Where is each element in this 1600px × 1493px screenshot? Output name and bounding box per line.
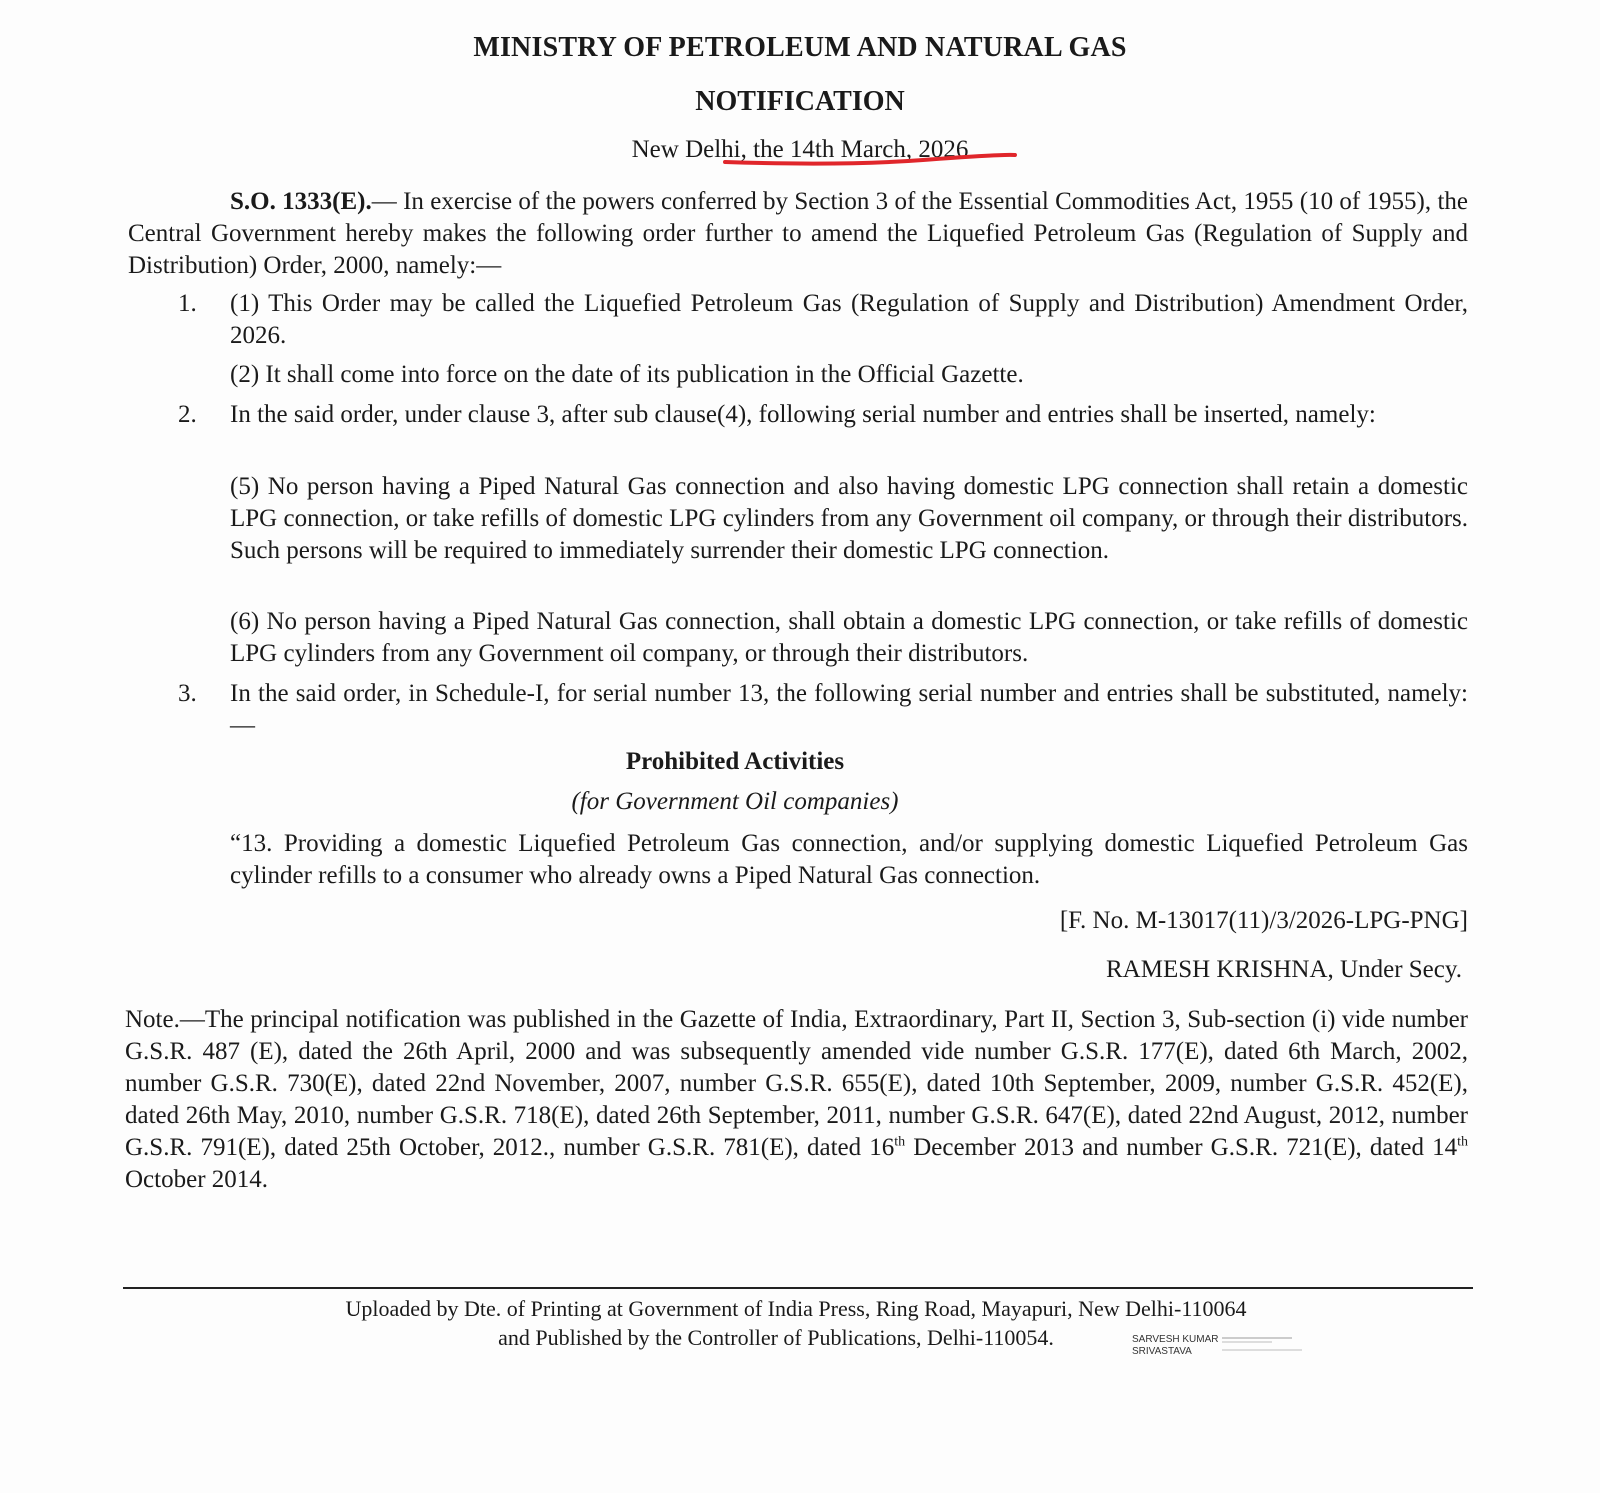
clause-2-text: In the said order, under clause 3, after sub clause(4), following serial number and entries shall be inserted, namely: xyxy=(230,401,1376,428)
footer-line-2: and Published by the Controller of Publications, Delhi-110054. xyxy=(498,1325,1054,1350)
signer-name: SARVESH KUMAR xyxy=(1132,1334,1219,1345)
preamble xyxy=(128,186,1468,282)
preamble-text: — In exercise of the powers conferred by Section 3 of the Essential Commodities Act, 1955 (10 of 1955), the Central Government hereby makes the following order further to amend the Liquefied Petroleum Gas (Regulation of Supply and Distribution) Order, 2000, namely:— xyxy=(128,188,1468,279)
prohibited-activities-heading: Prohibited Activities xyxy=(625,748,845,775)
superscript: th xyxy=(894,1134,906,1150)
clause-1-sub-1: (1) This Order may be called the Liquefied Petroleum Gas (Regulation of Supply and Distribution) Amendment Order, 2026. xyxy=(230,290,1468,349)
note-text: December 2013 and number G.S.R. 721(E), dated 14 xyxy=(905,1134,1458,1161)
note-text: October 2014. xyxy=(125,1166,269,1193)
prohibited-activities-subheading: (for Government Oil companies) xyxy=(571,788,899,815)
note xyxy=(125,1004,1468,1196)
notification-title: NOTIFICATION xyxy=(695,86,905,117)
clause-3-text: In the said order, in Schedule-I, for serial number 13, the following serial number and entries shall be substituted, namely:— xyxy=(230,680,1468,739)
digital-signature xyxy=(1132,1334,1219,1358)
note-text: Note.—The principal notification was published in the Gazette of India, Extraordinary, Part II, Section 3, Sub-section (i) vide number G.S.R. 487 (E), dated the 26th April, 2000 and was subsequently amended vide number G.S.R. 177(E), dated 6th March, 2002, number G.S.R. 730(E), dated 22nd November, 2007, number G.S.R. 655(E), dated 10th September, 2009, number G.S.R. 452(E), dated 26th May, 2010, number G.S.R. 718(E), dated 26th September, 2011, number G.S.R. 647(E), dated 22nd August, 2012, number G.S.R. 791(E), dated 25th October, 2012., number G.S.R. 781(E), dated 16 xyxy=(125,1006,1468,1161)
signer-name: SRIVASTAVA xyxy=(1132,1346,1192,1357)
superscript: th xyxy=(1457,1134,1468,1150)
clause-1-sub-2: (2) It shall come into force on the date of its publication in the Official Gazette. xyxy=(230,361,1024,388)
clause-number: 1. xyxy=(178,290,197,317)
signatory: RAMESH KRISHNA, Under Secy. xyxy=(1105,956,1462,983)
clause-2-sub-6: (6) No person having a Piped Natural Gas connection, shall obtain a domestic LPG connection, or take refills of domestic LPG cylinders from any Government oil company, or through their distributors. xyxy=(230,608,1468,667)
clause-2-sub-5: (5) No person having a Piped Natural Gas connection and also having domestic LPG connection shall retain a domestic LPG connection, or take refills of domestic LPG cylinders from any Government oil company, or through their distributors. Such persons will be required to immediately surrender their domestic LPG connection. xyxy=(230,473,1468,564)
signature-details-mark xyxy=(1222,1335,1312,1351)
footer-divider xyxy=(123,1287,1473,1289)
red-underline-mark xyxy=(723,148,1023,168)
entry-13: “13. Providing a domestic Liquefied Petroleum Gas connection, and/or supplying domestic Liquefied Petroleum Gas cylinder refills to a consumer who already owns a Piped Natural Gas connection. xyxy=(230,830,1468,889)
footer-line-1: Uploaded by Dte. of Printing at Government of India Press, Ring Road, Mayapuri, New Delhi-110064 xyxy=(345,1296,1247,1321)
place: New Delhi, xyxy=(631,136,754,163)
notification-date: the 14th March, 2026 xyxy=(753,136,969,163)
ministry-heading: MINISTRY OF PETROLEUM AND NATURAL GAS xyxy=(473,32,1127,63)
so-number: S.O. 1333(E). xyxy=(230,188,372,215)
clause-number: 2. xyxy=(178,401,197,428)
file-number: [F. No. M-13017(11)/3/2026-LPG-PNG] xyxy=(1059,907,1468,934)
clause-number: 3. xyxy=(178,680,197,707)
